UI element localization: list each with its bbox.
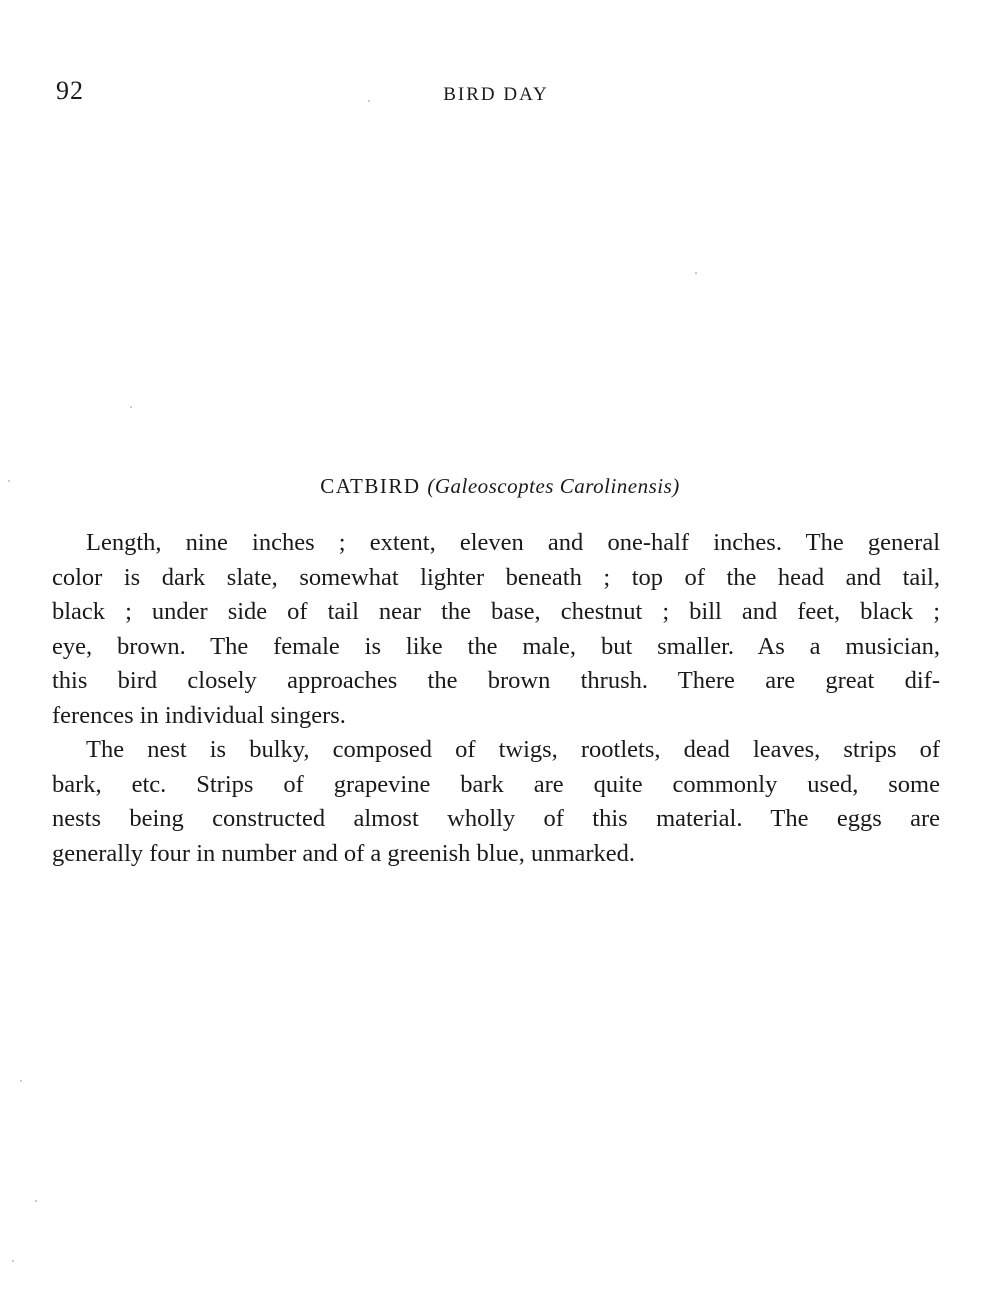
text-line: black ; under side of tail near the base, chestnut ; bill and feet, black ; — [52, 598, 940, 625]
article-title — [0, 474, 992, 499]
text-line: ferences in individual singers. — [52, 701, 346, 729]
text-line: bark, etc. Strips of grapevine bark are quite commonly used, some — [52, 770, 940, 798]
title-paren-close: ) — [672, 474, 680, 498]
text-line: nests being constructed almost wholly of this material. The eggs are — [52, 805, 940, 832]
scan-speck — [12, 1260, 14, 1262]
text-line: eye, brown. The female is like the male, but smaller. As a musician, — [52, 632, 940, 660]
running-title: BIRD DAY — [443, 84, 549, 105]
title-paren-open: ( — [427, 474, 435, 498]
title-latin-text: Galeoscoptes Carolinensis — [434, 474, 673, 498]
text-line: this bird closely approaches the brown thrush. There are great dif- — [52, 667, 940, 694]
page-number: 92 — [56, 76, 84, 105]
scan-speck — [35, 1200, 37, 1202]
paragraph-nest — [52, 733, 940, 871]
article-body — [52, 526, 940, 871]
scan-speck — [20, 1080, 22, 1082]
text-line: generally four in number and of a greenish blue, unmarked. — [52, 839, 636, 867]
paragraph-description — [52, 526, 940, 733]
title-common-name: CATBIRD — [320, 474, 421, 498]
text-line: Length, nine inches ; extent, eleven and one-half inches. The general — [86, 529, 940, 556]
text-line: The nest is bulky, composed of twigs, rootlets, dead leaves, strips of — [86, 736, 940, 763]
scan-speck — [130, 406, 132, 408]
scan-speck — [695, 272, 697, 274]
title-latin-name — [427, 474, 679, 498]
scan-speck — [8, 480, 10, 482]
text-line: color is dark slate, somewhat lighter beneath ; top of the head and tail, — [52, 563, 940, 591]
scan-speck — [368, 100, 370, 102]
